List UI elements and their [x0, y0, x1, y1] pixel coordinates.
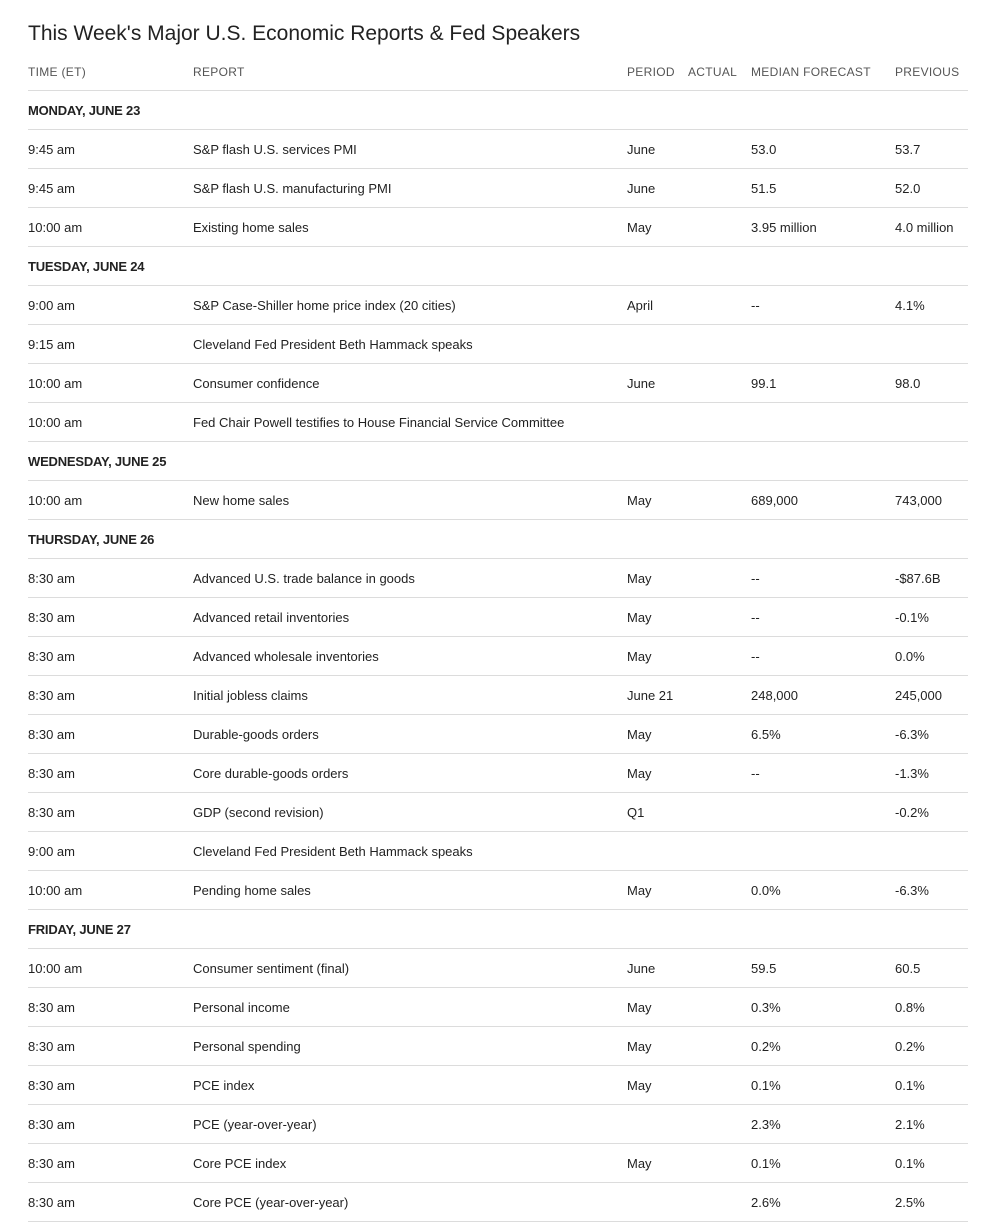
previous-cell: 0.8% [895, 988, 968, 1027]
period-cell: May [627, 871, 688, 910]
actual-cell [688, 364, 751, 403]
median-forecast-cell: 0.2% [751, 1027, 895, 1066]
table-row [28, 286, 968, 325]
previous-cell [895, 832, 968, 871]
time-cell: 8:30 am [28, 1144, 193, 1183]
table-row [28, 169, 968, 208]
report-cell: Existing home sales [193, 208, 627, 247]
day-header-row [28, 910, 968, 949]
previous-cell: -$87.6B [895, 559, 968, 598]
previous-cell: 4.1% [895, 286, 968, 325]
median-forecast-cell: 6.5% [751, 715, 895, 754]
table-row [28, 1144, 968, 1183]
period-cell: May [627, 598, 688, 637]
period-cell: May [627, 637, 688, 676]
time-cell: 10:00 am [28, 208, 193, 247]
time-cell: 9:15 am [28, 325, 193, 364]
column-header-median-forecast: MEDIAN FORECAST [751, 54, 895, 91]
period-cell: May [627, 1066, 688, 1105]
report-cell: New home sales [193, 481, 627, 520]
reports-table [28, 54, 968, 1222]
report-cell: S&P Case-Shiller home price index (20 cities) [193, 286, 627, 325]
median-forecast-cell [751, 832, 895, 871]
time-cell: 8:30 am [28, 1027, 193, 1066]
actual-cell [688, 169, 751, 208]
median-forecast-cell: 689,000 [751, 481, 895, 520]
time-cell: 8:30 am [28, 1183, 193, 1222]
period-cell: May [627, 1144, 688, 1183]
column-header-previous: PREVIOUS [895, 54, 968, 91]
time-cell: 8:30 am [28, 559, 193, 598]
previous-cell: -0.1% [895, 598, 968, 637]
report-cell: Core PCE (year-over-year) [193, 1183, 627, 1222]
header-row [28, 54, 968, 91]
report-cell: Core PCE index [193, 1144, 627, 1183]
previous-cell: 53.7 [895, 130, 968, 169]
period-cell: May [627, 754, 688, 793]
actual-cell [688, 949, 751, 988]
previous-cell: 0.0% [895, 637, 968, 676]
actual-cell [688, 286, 751, 325]
table-header [28, 54, 968, 91]
period-cell: June [627, 949, 688, 988]
report-cell: Core durable-goods orders [193, 754, 627, 793]
actual-cell [688, 559, 751, 598]
previous-cell: 60.5 [895, 949, 968, 988]
actual-cell [688, 871, 751, 910]
time-cell: 9:45 am [28, 130, 193, 169]
previous-cell: 743,000 [895, 481, 968, 520]
time-cell: 8:30 am [28, 793, 193, 832]
report-cell: Fed Chair Powell testifies to House Financial Service Committee [193, 403, 627, 442]
previous-cell: 2.1% [895, 1105, 968, 1144]
median-forecast-cell: 0.1% [751, 1066, 895, 1105]
previous-cell: 98.0 [895, 364, 968, 403]
actual-cell [688, 481, 751, 520]
median-forecast-cell: 99.1 [751, 364, 895, 403]
report-cell: GDP (second revision) [193, 793, 627, 832]
table-row [28, 832, 968, 871]
period-cell [627, 403, 688, 442]
table-row [28, 325, 968, 364]
table-row [28, 598, 968, 637]
previous-cell: 245,000 [895, 676, 968, 715]
actual-cell [688, 1027, 751, 1066]
time-cell: 9:45 am [28, 169, 193, 208]
period-cell: April [627, 286, 688, 325]
period-cell: May [627, 715, 688, 754]
previous-cell: 52.0 [895, 169, 968, 208]
report-cell: Personal income [193, 988, 627, 1027]
time-cell: 10:00 am [28, 481, 193, 520]
actual-cell [688, 325, 751, 364]
time-cell: 10:00 am [28, 949, 193, 988]
median-forecast-cell: 0.3% [751, 988, 895, 1027]
report-cell: S&P flash U.S. manufacturing PMI [193, 169, 627, 208]
median-forecast-cell: 0.1% [751, 1144, 895, 1183]
period-cell: June 21 [627, 676, 688, 715]
actual-cell [688, 988, 751, 1027]
median-forecast-cell: -- [751, 637, 895, 676]
day-label: TUESDAY, JUNE 24 [28, 247, 968, 286]
table-body [28, 91, 968, 1222]
report-cell: PCE (year-over-year) [193, 1105, 627, 1144]
actual-cell [688, 676, 751, 715]
report-cell: Advanced U.S. trade balance in goods [193, 559, 627, 598]
day-header-row [28, 442, 968, 481]
table-row [28, 559, 968, 598]
actual-cell [688, 403, 751, 442]
time-cell: 8:30 am [28, 988, 193, 1027]
table-row [28, 715, 968, 754]
median-forecast-cell: 3.95 million [751, 208, 895, 247]
report-cell: Consumer confidence [193, 364, 627, 403]
day-label: MONDAY, JUNE 23 [28, 91, 968, 130]
period-cell [627, 1183, 688, 1222]
actual-cell [688, 637, 751, 676]
report-cell: Pending home sales [193, 871, 627, 910]
column-header-actual: ACTUAL [688, 54, 751, 91]
period-cell [627, 325, 688, 364]
time-cell: 8:30 am [28, 637, 193, 676]
actual-cell [688, 598, 751, 637]
previous-cell: -1.3% [895, 754, 968, 793]
time-cell: 8:30 am [28, 1066, 193, 1105]
table-row [28, 637, 968, 676]
table-row [28, 793, 968, 832]
actual-cell [688, 832, 751, 871]
period-cell: Q1 [627, 793, 688, 832]
period-cell [627, 832, 688, 871]
period-cell: June [627, 169, 688, 208]
table-row [28, 403, 968, 442]
actual-cell [688, 715, 751, 754]
table-row [28, 208, 968, 247]
median-forecast-cell: 0.0% [751, 871, 895, 910]
time-cell: 10:00 am [28, 364, 193, 403]
period-cell [627, 1105, 688, 1144]
time-cell: 8:30 am [28, 598, 193, 637]
actual-cell [688, 793, 751, 832]
median-forecast-cell: 2.6% [751, 1183, 895, 1222]
day-label: FRIDAY, JUNE 27 [28, 910, 968, 949]
period-cell: May [627, 481, 688, 520]
day-header-row [28, 520, 968, 559]
day-header-row [28, 91, 968, 130]
median-forecast-cell: -- [751, 598, 895, 637]
report-cell: Advanced wholesale inventories [193, 637, 627, 676]
median-forecast-cell: -- [751, 559, 895, 598]
period-cell: May [627, 988, 688, 1027]
time-cell: 8:30 am [28, 715, 193, 754]
table-row [28, 871, 968, 910]
day-header-row [28, 247, 968, 286]
report-cell: Personal spending [193, 1027, 627, 1066]
table-row [28, 1105, 968, 1144]
table-row [28, 676, 968, 715]
time-cell: 8:30 am [28, 676, 193, 715]
time-cell: 9:00 am [28, 286, 193, 325]
period-cell: June [627, 364, 688, 403]
median-forecast-cell [751, 403, 895, 442]
period-cell: May [627, 1027, 688, 1066]
table-row [28, 1066, 968, 1105]
median-forecast-cell: -- [751, 754, 895, 793]
median-forecast-cell [751, 325, 895, 364]
table-row [28, 481, 968, 520]
median-forecast-cell: 59.5 [751, 949, 895, 988]
time-cell: 8:30 am [28, 754, 193, 793]
time-cell: 10:00 am [28, 871, 193, 910]
previous-cell [895, 403, 968, 442]
table-row [28, 364, 968, 403]
time-cell: 9:00 am [28, 832, 193, 871]
median-forecast-cell: 53.0 [751, 130, 895, 169]
previous-cell [895, 325, 968, 364]
previous-cell: 0.1% [895, 1144, 968, 1183]
actual-cell [688, 1066, 751, 1105]
previous-cell: 4.0 million [895, 208, 968, 247]
actual-cell [688, 1144, 751, 1183]
table-row [28, 1183, 968, 1222]
actual-cell [688, 1105, 751, 1144]
period-cell: May [627, 208, 688, 247]
previous-cell: 0.2% [895, 1027, 968, 1066]
actual-cell [688, 754, 751, 793]
actual-cell [688, 1183, 751, 1222]
table-row [28, 130, 968, 169]
actual-cell [688, 208, 751, 247]
time-cell: 8:30 am [28, 1105, 193, 1144]
table-row [28, 988, 968, 1027]
period-cell: May [627, 559, 688, 598]
column-header-time: TIME (ET) [28, 54, 193, 91]
previous-cell: 0.1% [895, 1066, 968, 1105]
previous-cell: -0.2% [895, 793, 968, 832]
page-title: This Week's Major U.S. Economic Reports & Fed Speakers [28, 22, 581, 45]
table-row [28, 949, 968, 988]
day-label: WEDNESDAY, JUNE 25 [28, 442, 968, 481]
report-cell: Cleveland Fed President Beth Hammack speaks [193, 832, 627, 871]
table-row [28, 1027, 968, 1066]
median-forecast-cell: 51.5 [751, 169, 895, 208]
report-cell: Initial jobless claims [193, 676, 627, 715]
previous-cell: -6.3% [895, 715, 968, 754]
median-forecast-cell: -- [751, 286, 895, 325]
report-cell: PCE index [193, 1066, 627, 1105]
report-cell: Advanced retail inventories [193, 598, 627, 637]
actual-cell [688, 130, 751, 169]
previous-cell: 2.5% [895, 1183, 968, 1222]
column-header-period: PERIOD [627, 54, 688, 91]
median-forecast-cell: 2.3% [751, 1105, 895, 1144]
median-forecast-cell [751, 793, 895, 832]
period-cell: June [627, 130, 688, 169]
report-cell: Consumer sentiment (final) [193, 949, 627, 988]
previous-cell: -6.3% [895, 871, 968, 910]
time-cell: 10:00 am [28, 403, 193, 442]
day-label: THURSDAY, JUNE 26 [28, 520, 968, 559]
column-header-report: REPORT [193, 54, 627, 91]
median-forecast-cell: 248,000 [751, 676, 895, 715]
report-cell: Cleveland Fed President Beth Hammack speaks [193, 325, 627, 364]
table-row [28, 754, 968, 793]
report-cell: S&P flash U.S. services PMI [193, 130, 627, 169]
report-cell: Durable-goods orders [193, 715, 627, 754]
